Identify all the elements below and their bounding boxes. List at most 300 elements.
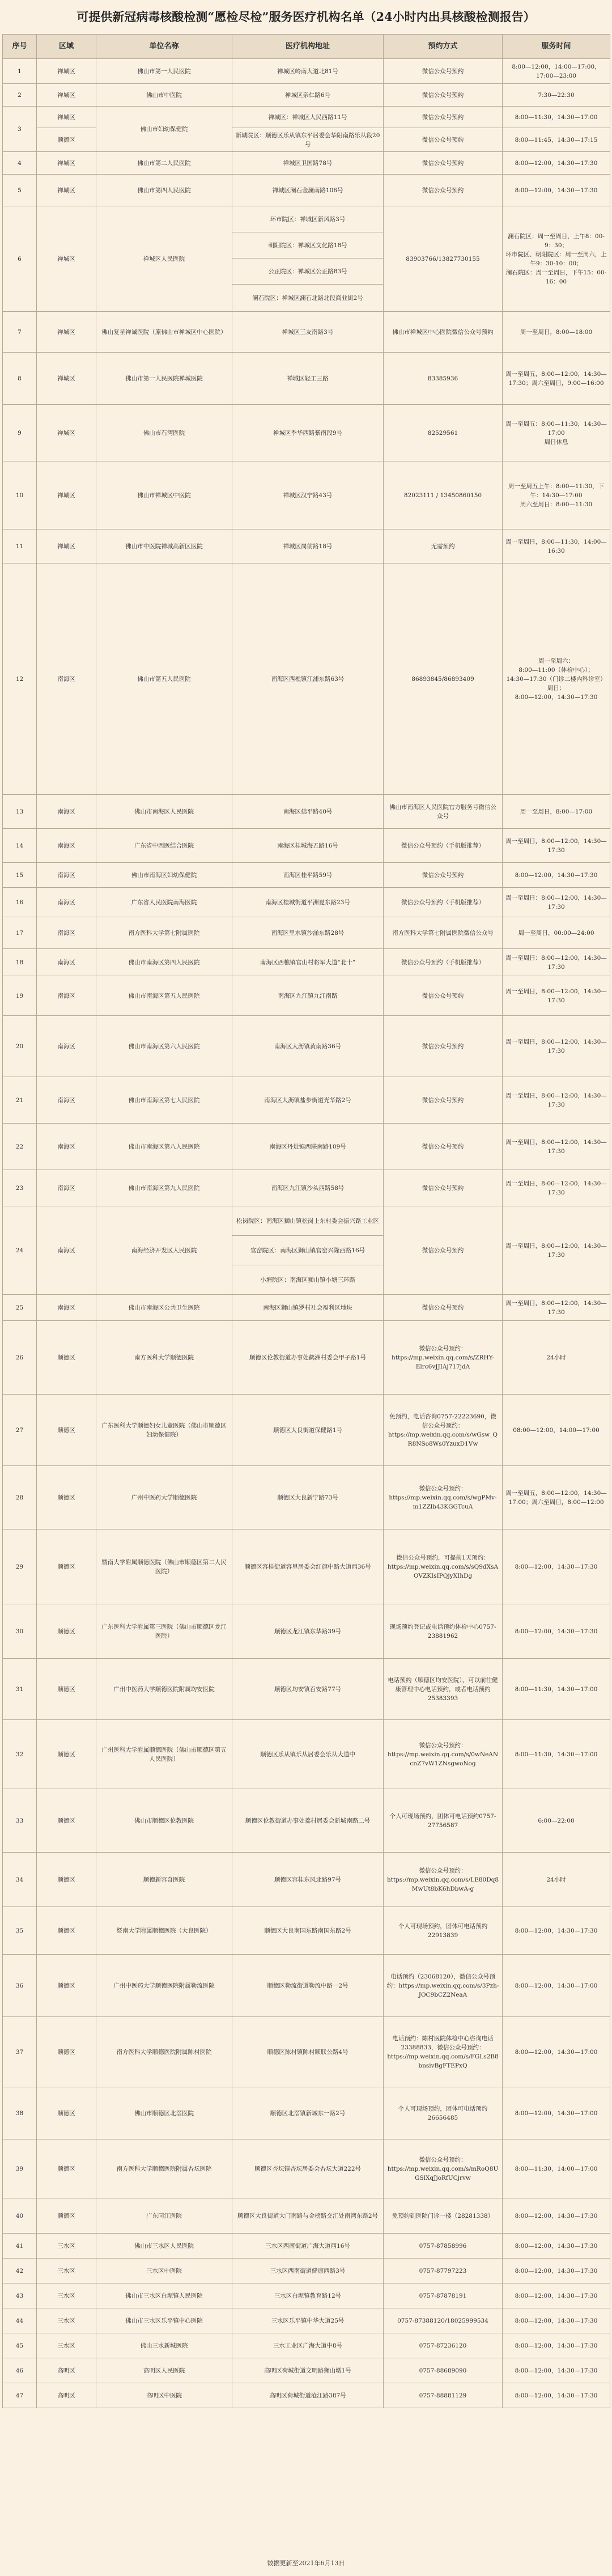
area-cell: 顺德区 (37, 2017, 96, 2087)
no-cell: 27 (3, 1395, 37, 1466)
no-cell: 29 (3, 1530, 37, 1604)
time-cell: 24小时 (503, 1853, 610, 1907)
no-cell: 14 (3, 829, 37, 863)
time-cell: 8:00—11:30，14:30—17:00 (503, 1659, 610, 1720)
area-cell: 顺德区 (37, 1853, 96, 1907)
no-cell: 36 (3, 1955, 37, 2017)
time-cell: 08:00—12:00，14:00—17:00 (503, 1395, 610, 1466)
no-cell: 31 (3, 1659, 37, 1720)
table-row (3, 564, 610, 795)
booking-cell: 微信公众号预约：https://mp.weixin.qq.com/s/wgPMv-m1ZZlb43KGGTcuA (384, 1466, 503, 1530)
time-cell: 8:00—12:00，14:30—17:30 (503, 1907, 610, 1955)
table-row (3, 2139, 610, 2198)
unit-cell: 佛山市妇幼保健院 (96, 107, 232, 152)
unit-cell: 广州中医药大学顺德医院附属均安医院 (96, 1659, 232, 1720)
address-cell: 南海区桂城海五路16号 (232, 829, 384, 863)
area-cell: 顺德区 (37, 2087, 96, 2139)
address-cell: 顺德区杏坛镇杏坛居委会杏坛大道222号 (232, 2139, 384, 2198)
table-header-row (3, 35, 610, 59)
unit-cell: 佛山市南海区第四人民医院 (96, 949, 232, 976)
table-row (3, 152, 610, 175)
table-row (3, 1321, 610, 1395)
no-cell: 1 (3, 59, 37, 84)
table-row (3, 206, 610, 232)
address-cell: 顺德区大良街道大门南路与金榜路交汇处南湾东路2号 (232, 2198, 384, 2234)
time-cell: 8:00—12:00，14:30—17:30 (503, 152, 610, 175)
no-cell: 11 (3, 529, 37, 564)
booking-cell: 微信公众号预约 (384, 1077, 503, 1124)
time-cell: 周一至周日，8:00—12:00，14:30—17:30 (503, 829, 610, 863)
area-cell: 禅城区 (37, 405, 96, 461)
unit-cell: 广州中医药大学顺德医院 (96, 1466, 232, 1530)
area-cell: 禅城区 (37, 59, 96, 84)
table-row (3, 2383, 610, 2408)
unit-cell: 佛山市禅城区中医院 (96, 461, 232, 529)
time-cell: 周一至周六： 8:00—11:00（体检中心）； 14:30—17:30（门诊二楼内科诊室） 周日： 8:00—12:00，14:30—17:30 (503, 564, 610, 795)
booking-cell: 0757-87388120/18025999534 (384, 2308, 503, 2333)
booking-cell: 82529561 (384, 405, 503, 461)
time-cell: 周一至周日，8:00—12:00，14:30—17:30 (503, 1170, 610, 1206)
no-cell: 12 (3, 564, 37, 795)
booking-cell: 微信公众号预约 (384, 128, 503, 152)
address-cell: 禅城区卫国路78号 (232, 152, 384, 175)
address-cell: 三水工业区广海大道中8号 (232, 2333, 384, 2358)
area-cell: 南海区 (37, 1170, 96, 1206)
address-cell: 禅城区汉宁路43号 (232, 461, 384, 529)
unit-cell: 三水区中医院 (96, 2259, 232, 2283)
address-cell: 南海区大沥镇黄南路36号 (232, 1016, 384, 1077)
booking-cell: 微信公众号预约 (384, 1170, 503, 1206)
unit-cell: 佛山市第四人民医院 (96, 175, 232, 206)
address-cell: 官窑院区：南海区狮山镇官窑兴隆西路16号 (232, 1236, 384, 1265)
no-cell: 42 (3, 2259, 37, 2283)
booking-cell: 微信公众号预约：https://mp.weixin.qq.com/s/ZRHY-Elrc6vJJIAj717jdA (384, 1321, 503, 1395)
table-row (3, 1955, 610, 2017)
no-cell: 25 (3, 1295, 37, 1321)
unit-cell: 佛山市南海区第九人民医院 (96, 1170, 232, 1206)
table-row (3, 175, 610, 206)
unit-cell: 南方医科大学顺德医院附属陈村医院 (96, 2017, 232, 2087)
booking-cell: 微信公众号预约 (384, 152, 503, 175)
area-cell: 顺德区 (37, 1659, 96, 1720)
address-cell: 三水区白坭镇教育路12号 (232, 2283, 384, 2308)
area-cell: 南海区 (37, 1295, 96, 1321)
table-row (3, 1604, 610, 1659)
area-cell: 南海区 (37, 1124, 96, 1170)
area-cell: 禅城区 (37, 107, 96, 128)
table-row (3, 1295, 610, 1321)
unit-cell: 暨南大学附属顺德医院（大良医院） (96, 1907, 232, 1955)
address-cell: 禅城区轻工三路 (232, 353, 384, 405)
unit-cell: 佛山市南海区公共卫生医院 (96, 1295, 232, 1321)
booking-cell: 微信公众号预约 (384, 1206, 503, 1295)
table-row (3, 405, 610, 461)
table-row (3, 1530, 610, 1604)
table-row (3, 312, 610, 353)
booking-cell: 个人可现场预约，团体可电话预约22913839 (384, 1907, 503, 1955)
time-cell: 8:00—12:00，14:30—17:30 (503, 1604, 610, 1659)
time-cell: 8:00—12:00，14:00—17:00，17:00—23:00 (503, 59, 610, 84)
header-address: 医疗机构地址 (232, 35, 384, 59)
time-cell: 8:00—12:00，14:30—17:00 (503, 1955, 610, 2017)
area-cell: 三水区 (37, 2333, 96, 2358)
area-cell: 三水区 (37, 2283, 96, 2308)
no-cell: 5 (3, 175, 37, 206)
area-cell: 禅城区 (37, 84, 96, 107)
unit-cell: 佛山市第一人民医院禅城医院 (96, 353, 232, 405)
unit-cell: 佛山市中医院 (96, 84, 232, 107)
unit-cell: 佛山市南海区人民医院 (96, 795, 232, 829)
unit-cell: 广州医科大学附属顺德医院（佛山市顺德区第五人民医院） (96, 1720, 232, 1789)
header-area: 区域 (37, 35, 96, 59)
area-cell: 禅城区 (37, 529, 96, 564)
time-cell: 周一至周日，8:00—12:00，14:30—17:30 (503, 1016, 610, 1077)
address-cell: 南海区里水镇沙涌东路28号 (232, 917, 384, 949)
no-cell: 22 (3, 1124, 37, 1170)
table-body (3, 59, 610, 2408)
time-cell: 周一至周日，8:00—12:00，14:30—17:30 (503, 1077, 610, 1124)
table-row (3, 1077, 610, 1124)
booking-cell: 86893845/86893409 (384, 564, 503, 795)
unit-cell: 佛山市南海区第五人民医院 (96, 976, 232, 1016)
booking-cell: 电话预约（顺德区均安医院），可以前往健康管理中心电话预约，或者电话预约25383393 (384, 1659, 503, 1720)
time-cell: 周一至周日，8:00—12:00，14:30—17:30 (503, 1295, 610, 1321)
unit-cell: 广东同江医院 (96, 2198, 232, 2234)
time-cell: 8:00—12:00，14:30—17:30 (503, 2283, 610, 2308)
table-row (3, 829, 610, 863)
booking-cell: 个人可现场预约，团体可电话预约0757-27756587 (384, 1789, 503, 1853)
unit-cell: 暨南大学附属顺德医院（佛山市顺德区第二人民医院） (96, 1530, 232, 1604)
address-cell: 顺德区大良街道保健路1号 (232, 1395, 384, 1466)
time-cell: 周一至周五上午：8:00—11:30，下午：14:30—17:00 周六至周日：8:00—11:30 (503, 461, 610, 529)
booking-cell: 微信公众号预约：https://mp.weixin.qq.com/s/LE80Dq8MwUt8bK6hDbwA-g (384, 1853, 503, 1907)
address-cell: 南海区狮山镇罗村社会福利区地块 (232, 1295, 384, 1321)
unit-cell: 高明区中医院 (96, 2383, 232, 2408)
unit-cell: 广东医科大学附属第三医院（佛山市顺德区龙江医院） (96, 1604, 232, 1659)
booking-cell: 0757-87236120 (384, 2333, 503, 2358)
address-cell: 顺德区大良新宁路73号 (232, 1466, 384, 1530)
table-row (3, 2308, 610, 2333)
time-cell: 8:00—12:00，14:30—17:00 (503, 2017, 610, 2087)
no-cell: 15 (3, 863, 37, 888)
time-cell: 周一至周日，8:00—11:30，14:00—16:30 (503, 529, 610, 564)
area-cell: 顺德区 (37, 1395, 96, 1466)
address-cell: 顺德区乐从镇乐从居委会乐从大道中 (232, 1720, 384, 1789)
address-cell: 南海区大沥镇盐步街道光华路2号 (232, 1077, 384, 1124)
time-cell: 8:00—12:00，14:30—17:30 (503, 1530, 610, 1604)
no-cell: 43 (3, 2283, 37, 2308)
area-cell: 顺德区 (37, 2198, 96, 2234)
no-cell: 24 (3, 1206, 37, 1295)
time-cell: 24小时 (503, 1321, 610, 1395)
area-cell: 禅城区 (37, 152, 96, 175)
booking-cell: 免预约到医院门诊一楼（28281338） (384, 2198, 503, 2234)
table-row (3, 1170, 610, 1206)
no-cell: 3 (3, 107, 37, 152)
time-cell: 8:00—12:00，14:30—17:30 (503, 2308, 610, 2333)
no-cell: 6 (3, 206, 37, 312)
address-cell: 朝阳院区：禅城区文化路18号 (232, 232, 384, 259)
address-cell: 禅城区：禅城区人民西路11号 (232, 107, 384, 128)
no-cell: 33 (3, 1789, 37, 1853)
table-row (3, 2017, 610, 2087)
table-row (3, 1395, 610, 1466)
booking-cell: 微信公众号预约 (384, 59, 503, 84)
area-cell: 南海区 (37, 917, 96, 949)
table-row (3, 2234, 610, 2259)
no-cell: 16 (3, 888, 37, 917)
address-cell: 顺德区龙江镇东华路39号 (232, 1604, 384, 1659)
header-time: 服务时间 (503, 35, 610, 59)
table-row (3, 84, 610, 107)
address-cell: 禅城区季华西路紫南段9号 (232, 405, 384, 461)
time-cell: 8:00—12:00，14:30—17:30 (503, 2358, 610, 2383)
area-cell: 禅城区 (37, 312, 96, 353)
time-cell: 周一至周日，00:00—24:00 (503, 917, 610, 949)
unit-cell: 南方医科大学顺德医院 (96, 1321, 232, 1395)
area-cell: 禅城区 (37, 206, 96, 312)
table-row (3, 2087, 610, 2139)
booking-cell: 电话预约：陈村医院体检中心咨询电话23388833，微信公众号预约：https://mp.weixin.qq.com/s/FGLs2B8bnsivBgFTEPxQ (384, 2017, 503, 2087)
time-cell: 周一至周五，8:00—12:00，14:30—17:00；周六至周日，8:00—12:00 (503, 1466, 610, 1530)
unit-cell: 顺德新容奇医院 (96, 1853, 232, 1907)
time-cell: 8:00—12:00，14:30—17:30 (503, 2198, 610, 2234)
time-cell: 周一至周日，8:00—12:00，14:30—17:30 (503, 1124, 610, 1170)
booking-cell: 无需预约 (384, 529, 503, 564)
address-cell: 顺德区大良南国东路南国东路2号 (232, 1907, 384, 1955)
no-cell: 32 (3, 1720, 37, 1789)
unit-cell: 禅城区人民医院 (96, 206, 232, 312)
booking-cell: 现场预约登记或电话预约体检中心0757-23881962 (384, 1604, 503, 1659)
no-cell: 28 (3, 1466, 37, 1530)
table-row (3, 863, 610, 888)
address-cell: 禅城区亲仁路6号 (232, 84, 384, 107)
no-cell: 7 (3, 312, 37, 353)
booking-cell: 83385936 (384, 353, 503, 405)
hospital-table (2, 34, 610, 2408)
time-cell: 周一至周五：8:00—11:30，14:30—17:00 周日休息 (503, 405, 610, 461)
table-row (3, 917, 610, 949)
table-row (3, 888, 610, 917)
area-cell: 南海区 (37, 949, 96, 976)
area-cell: 禅城区 (37, 353, 96, 405)
area-cell: 禅城区 (37, 461, 96, 529)
table-row (3, 107, 610, 128)
area-cell: 南海区 (37, 976, 96, 1016)
address-cell: 顺德区伦教街道办事处荔村居委会新城南路二号 (232, 1789, 384, 1853)
table-row (3, 1124, 610, 1170)
address-cell: 松岗院区：南海区狮山镇松岗上东村委会振兴路工业区 (232, 1206, 384, 1236)
table-row (3, 2333, 610, 2358)
address-cell: 禅城区岗前路18号 (232, 529, 384, 564)
no-cell: 19 (3, 976, 37, 1016)
address-cell: 顺德区均安镇百安路77号 (232, 1659, 384, 1720)
time-cell: 周一至周五，8:00—12:00，14:30—17:30；周六至周日，9:00—16:00 (503, 353, 610, 405)
time-cell: 周一至周日，8:00—18:00 (503, 312, 610, 353)
unit-cell: 佛山市南海区第七人民医院 (96, 1077, 232, 1124)
area-cell: 南海区 (37, 829, 96, 863)
no-cell: 37 (3, 2017, 37, 2087)
area-cell: 顺德区 (37, 1604, 96, 1659)
no-cell: 26 (3, 1321, 37, 1395)
no-cell: 45 (3, 2333, 37, 2358)
booking-cell: 82023111 / 13450860150 (384, 461, 503, 529)
unit-cell: 佛山市石湾医院 (96, 405, 232, 461)
unit-cell: 佛山市第五人民医院 (96, 564, 232, 795)
address-cell: 禅城区澜石金澜南路106号 (232, 175, 384, 206)
area-cell: 顺德区 (37, 1530, 96, 1604)
table-row (3, 1659, 610, 1720)
area-cell: 顺德区 (37, 1321, 96, 1395)
unit-cell: 佛山三水新城医院 (96, 2333, 232, 2358)
time-cell: 6:00—22:00 (503, 1789, 610, 1853)
unit-cell: 佛山市三水区乐平镇中心医院 (96, 2308, 232, 2333)
table-row (3, 2198, 610, 2234)
area-cell: 顺德区 (37, 1789, 96, 1853)
address-cell: 顺德区伦教街道办事处鹤洲村委会甲子路1号 (232, 1321, 384, 1395)
area-cell: 南海区 (37, 795, 96, 829)
unit-cell: 南方医科大学第七附属医院 (96, 917, 232, 949)
booking-cell: 个人可现场预约，团体可电话预约26656485 (384, 2087, 503, 2139)
unit-cell: 佛山市中医院禅城高新区医院 (96, 529, 232, 564)
booking-cell: 微信公众号预约 (384, 1124, 503, 1170)
no-cell: 35 (3, 1907, 37, 1955)
area-cell: 南海区 (37, 1016, 96, 1077)
no-cell: 46 (3, 2358, 37, 2383)
booking-cell: 0757-88689090 (384, 2358, 503, 2383)
unit-cell: 佛山市南海区妇幼保健院 (96, 863, 232, 888)
table-row (3, 128, 610, 152)
table-row (3, 1853, 610, 1907)
no-cell: 30 (3, 1604, 37, 1659)
time-cell: 周一至周日，8:00—17:00 (503, 795, 610, 829)
unit-cell: 南方医科大学顺德医院附属杏坛医院 (96, 2139, 232, 2198)
unit-cell: 佛山市三水区人民医院 (96, 2234, 232, 2259)
unit-cell: 佛山市南海区第六人民医院 (96, 1016, 232, 1077)
booking-cell: 微信公众号预约（手机版推荐） (384, 888, 503, 917)
no-cell: 40 (3, 2198, 37, 2234)
time-cell: 8:00—12:00，14:30—17:00 (503, 2087, 610, 2139)
booking-cell: 0757-87797223 (384, 2259, 503, 2283)
address-cell: 南海区丹灶镇西联南路109号 (232, 1124, 384, 1170)
booking-cell: 微信公众号预约 (384, 1016, 503, 1077)
table-row (3, 1907, 610, 1955)
address-cell: 高明区荷城街道文明路狮山墩1号 (232, 2358, 384, 2383)
time-cell: 8:00—11:45，14:30—17:15 (503, 128, 610, 152)
time-cell: 周一至周日，8:00—12:00，14:30—17:30 (503, 1206, 610, 1295)
time-cell: 澜石院区：周一至周日，上午8：00-9：30； 环市院区、朝阳院区：周一至周六，上午9：30-10：00； 澜石院区：周一至周日，下午15：00-16：00 (503, 206, 610, 312)
area-cell: 南海区 (37, 888, 96, 917)
unit-cell: 广东省人民医院南海医院 (96, 888, 232, 917)
no-cell: 20 (3, 1016, 37, 1077)
booking-cell: 佛山市禅城区中心医院微信公众号预约 (384, 312, 503, 353)
booking-cell: 微信公众号预约（手机版推荐） (384, 829, 503, 863)
booking-cell: 免预约，电话咨询0757-22223690，微信公众号预约：https://mp.weixin.qq.com/s/wGsw_QR8NSo8Ws0YzuxD1Vw (384, 1395, 503, 1466)
area-cell: 顺德区 (37, 2139, 96, 2198)
time-cell: 周一至周日：8:00—12:00，14:30—17:30 (503, 888, 610, 917)
address-cell: 顺德区勒流街道勒流中路一2号 (232, 1955, 384, 2017)
booking-cell: 0757-87878191 (384, 2283, 503, 2308)
booking-cell: 电话预约（23068120），微信公众号预约：https://mp.weixin.qq.com/s/3Pzh-JOC9bCZ2NeaA (384, 1955, 503, 2017)
header-booking: 预约方式 (384, 35, 503, 59)
address-cell: 高明区荷城街道沧江路387号 (232, 2383, 384, 2408)
booking-cell: 微信公众号预约 (384, 863, 503, 888)
address-cell: 环市院区：禅城区新风路3号 (232, 206, 384, 232)
address-cell: 南海区桂平路59号 (232, 863, 384, 888)
address-cell: 小塘院区：南海区狮山镇小塘三环路 (232, 1265, 384, 1295)
address-cell: 三水区西南街道健康西路3号 (232, 2259, 384, 2283)
unit-cell: 佛山市南海区第八人民医院 (96, 1124, 232, 1170)
table-row (3, 1016, 610, 1077)
no-cell: 47 (3, 2383, 37, 2408)
document-title: 可提供新冠病毒核酸检测“愿检尽检”服务医疗机构名单（24小时内出具核酸检测报告） (76, 10, 536, 24)
table-row (3, 1720, 610, 1789)
time-cell: 8:00—12:00，14:30—17:30 (503, 175, 610, 206)
unit-cell: 广东医科大学顺德妇女儿童医院（佛山市顺德区妇幼保健院） (96, 1395, 232, 1466)
no-cell: 4 (3, 152, 37, 175)
time-cell: 8:00—12:00，14:30—17:30 (503, 2259, 610, 2283)
area-cell: 顺德区 (37, 1907, 96, 1955)
address-cell: 顺德区北滘镇新城东一路2号 (232, 2087, 384, 2139)
no-cell: 38 (3, 2087, 37, 2139)
booking-cell: 微信公众号预约 (384, 175, 503, 206)
time-cell: 8:00—12:00，14:30—17:30 (503, 2383, 610, 2408)
time-cell: 8:00—11:30，14:00—17:00 (503, 2139, 610, 2198)
booking-cell: 佛山市南海区人民医院官方服务号微信公众号 (384, 795, 503, 829)
no-cell: 13 (3, 795, 37, 829)
time-cell: 8:00—12:00，14:30—17:30 (503, 2234, 610, 2259)
time-cell: 8:00—12:00，14:30—17:30 (503, 863, 610, 888)
no-cell: 17 (3, 917, 37, 949)
no-cell: 23 (3, 1170, 37, 1206)
no-cell: 18 (3, 949, 37, 976)
unit-cell: 南海经济开发区人民医院 (96, 1206, 232, 1295)
booking-cell: 微信公众号预约：https://mp.weixin.qq.com/s/0wNeANcnZ7vW1ZNsgwoNog (384, 1720, 503, 1789)
no-cell: 2 (3, 84, 37, 107)
address-cell: 公正院区：禅城区公正路83号 (232, 259, 384, 285)
address-cell: 南海区九江镇沙头西路58号 (232, 1170, 384, 1206)
area-cell: 高明区 (37, 2383, 96, 2408)
address-cell: 三水区西南街道广海大道西16号 (232, 2234, 384, 2259)
address-cell: 新城院区：顺德区乐从镇东平居委会华阳南路乐从段20号 (232, 128, 384, 152)
time-cell: 7:30—22:30 (503, 84, 610, 107)
booking-cell: 南方医科大学第七附属医院微信公众号 (384, 917, 503, 949)
area-cell: 三水区 (37, 2259, 96, 2283)
address-cell: 南海区佛平路40号 (232, 795, 384, 829)
booking-cell: 微信公众号预约：https://mp.weixin.qq.com/s/mRoQ8UGSlXqJjoRfUCjrvw (384, 2139, 503, 2198)
no-cell: 9 (3, 405, 37, 461)
booking-cell: 微信公众号预约（手机版推荐） (384, 949, 503, 976)
time-cell: 8:00—12:00，14:30—17:30 (503, 2333, 610, 2358)
time-cell: 周一至周日，8:00—12:00，14:30—17:30 (503, 976, 610, 1016)
no-cell: 8 (3, 353, 37, 405)
area-cell: 南海区 (37, 1206, 96, 1295)
table-row (3, 1206, 610, 1236)
area-cell: 顺德区 (37, 128, 96, 152)
booking-cell: 0757-88881129 (384, 2383, 503, 2408)
unit-cell: 广州中医药大学顺德医院附属勒流医院 (96, 1955, 232, 2017)
table-row (3, 529, 610, 564)
table-row (3, 2283, 610, 2308)
booking-cell: 微信公众号预约 (384, 84, 503, 107)
unit-cell: 高明区人民医院 (96, 2358, 232, 2383)
booking-cell: 微信公众号预约 (384, 976, 503, 1016)
address-cell: 顺德区容桂街道容里居委会红旗中路大道西36号 (232, 1530, 384, 1604)
address-cell: 三水区乐平镇中华大道25号 (232, 2308, 384, 2333)
time-cell: 周一至周日：8:00—12:00，14:30—17:30 (503, 949, 610, 976)
unit-cell: 佛山市第二人民医院 (96, 152, 232, 175)
header-no: 序号 (3, 35, 37, 59)
